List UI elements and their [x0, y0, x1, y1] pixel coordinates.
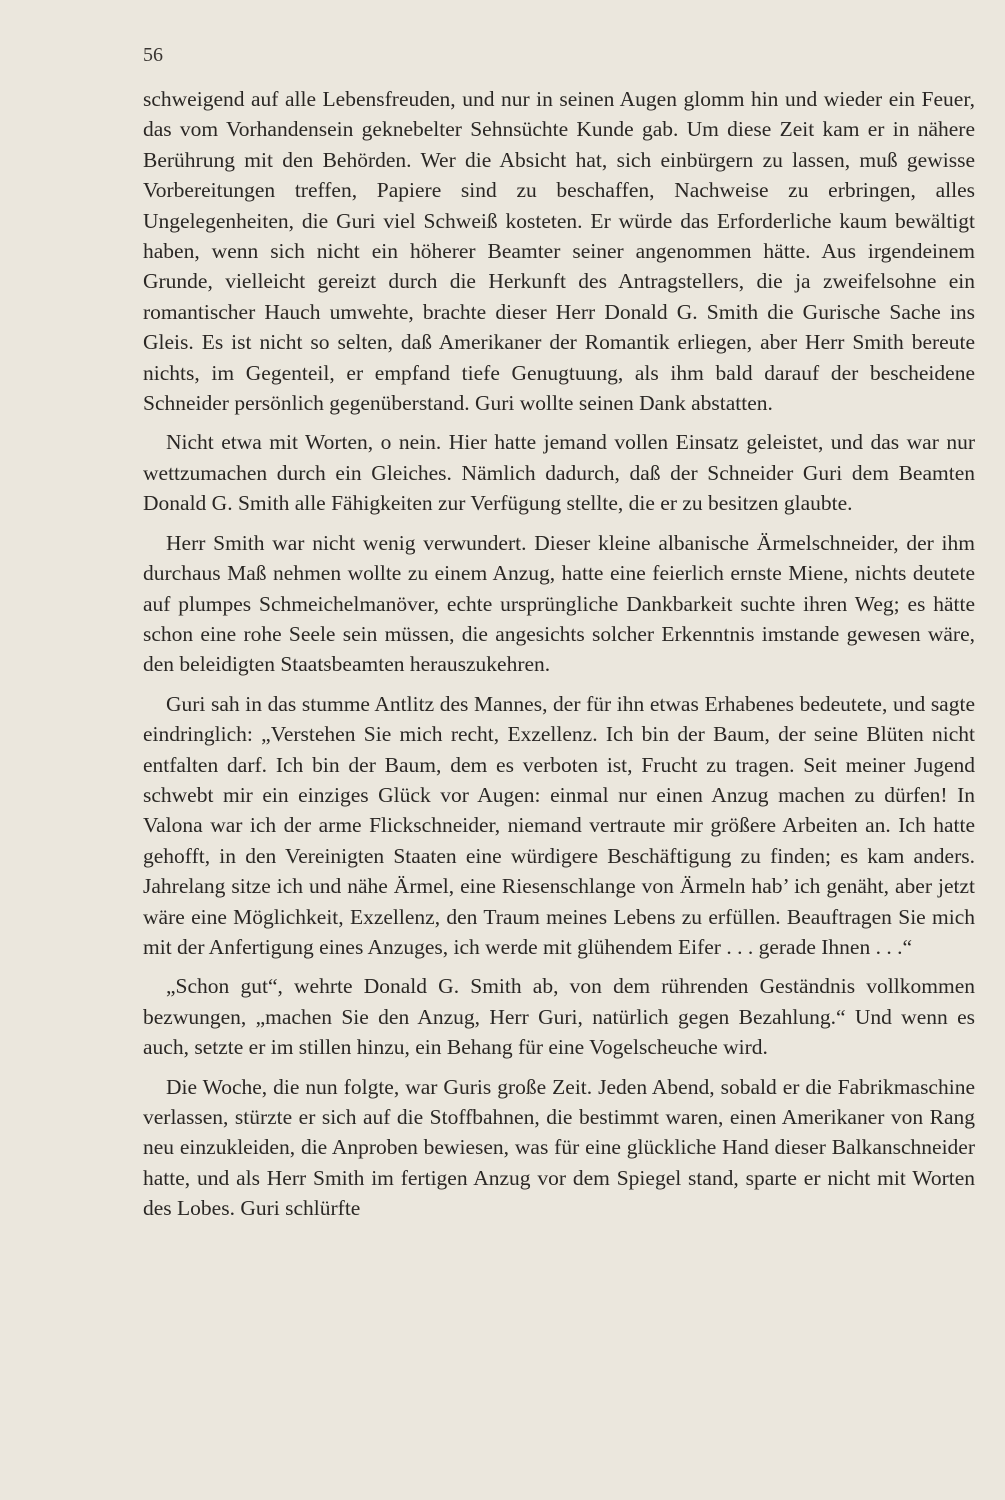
page-number: 56: [143, 44, 163, 66]
paragraph: Nicht etwa mit Worten, o nein. Hier hatte jemand vollen Einsatz geleistet, und das war nur wettzumachen durch ein Gleiches. Nämlich dadurch, daß der Schneider Guri dem Beamten Donald G. Smith alle Fähigkeiten zur Verfügung stellte, die er zu besitzen glaubte.: [143, 430, 975, 516]
paragraph: Guri sah in das stumme Antlitz des Mannes, der für ihn etwas Erhabenes bedeutete, und sagte eindringlich: „Verstehen Sie mich recht, Exzellenz. Ich bin der Baum, der seine Blüten nicht entfalten darf. Ich bin der Baum, dem es verboten ist, Frucht zu tragen. Seit meiner Jugend schwebt mir ein einziges Glück vor Augen: einmal nur einen Anzug machen zu dürfen! In Valona war ich der arme Flickschneider, niemand vertraute mir größere Arbeiten an. Ich hatte gehofft, in den Vereinigten Staaten eine würdigere Beschäftigung zu finden; es kam anders. Jahrelang sitze ich und nähe Ärmel, eine Riesenschlange von Ärmeln hab’ ich genäht, aber jetzt wäre eine Möglichkeit, Exzellenz, den Traum meines Lebens zu erfüllen. Beauftragen Sie mich mit der Anfertigung eines Anzuges, ich werde mit glühendem Eifer . . . gerade Ihnen . . .“: [143, 691, 975, 959]
paragraph: „Schon gut“, wehrte Donald G. Smith ab, von dem rührenden Geständnis vollkommen bezwungen, „machen Sie den Anzug, Herr Guri, natürlich gegen Bezahlung.“ Und wenn es auch, setzte er im stillen hinzu, ein Behang für eine Vogelscheuche wird.: [143, 974, 975, 1060]
paragraph: Die Woche, die nun folgte, war Guris große Zeit. Jeden Abend, sobald er die Fabrikmaschine verlassen, stürzte er sich auf die Stoffbahnen, die bestimmt waren, einen Amerikaner von Rang neu einzukleiden, die Anproben bewiesen, was für eine glückliche Hand dieser Balkanschneider hatte, und als Herr Smith im fertigen Anzug vor dem Spiegel stand, sparte er nicht mit Worten des Lobes. Guri schlürfte: [143, 1074, 975, 1221]
paragraph: Herr Smith war nicht wenig verwundert. Dieser kleine albanische Ärmelschneider, der ihm durchaus Maß nehmen wollte zu einem Anzug, hatte eine feierlich ernste Miene, nichts deutete auf plumpes Schmeichelmanöver, echte ursprüngliche Dankbarkeit suchte ihren Weg; es hätte schon eine rohe Seele sein müssen, die angesichts solcher Erkenntnis imstande gewesen wäre, den beleidigten Staatsbeamten herauszukehren.: [143, 530, 975, 677]
paragraph-continuation: schweigend auf alle Lebensfreuden, und nur in seinen Augen glomm hin und wieder ein Feuer, das vom Vorhandensein geknebelter Sehnsüchte Kunde gab. Um diese Zeit kam er in nähere Berührung mit den Behörden. Wer die Absicht hat, sich einbürgern zu lassen, muß gewisse Vorbereitungen treffen, Papiere sind zu beschaffen, Nachweise zu erbringen, alles Ungelegenheiten, die Guri viel Schweiß kosteten. Er würde das Erforderliche kaum bewältigt haben, wenn sich nicht ein höherer Beamter seiner angenommen hätte. Aus irgendeinem Grunde, vielleicht gereizt durch die Herkunft des Antragstellers, die ja zweifelsohne ein romantischer Hauch umwehte, brachte dieser Herr Donald G. Smith die Gurische Sache ins Gleis. Es ist nicht so selten, daß Amerikaner der Romantik erliegen, aber Herr Smith bereute nichts, im Gegenteil, er empfand tiefe Genugtuung, als ihm bald darauf der bescheidene Schneider persönlich gegenüberstand. Guri wollte seinen Dank abstatten.: [143, 87, 975, 416]
body-text: [143, 84, 975, 1224]
